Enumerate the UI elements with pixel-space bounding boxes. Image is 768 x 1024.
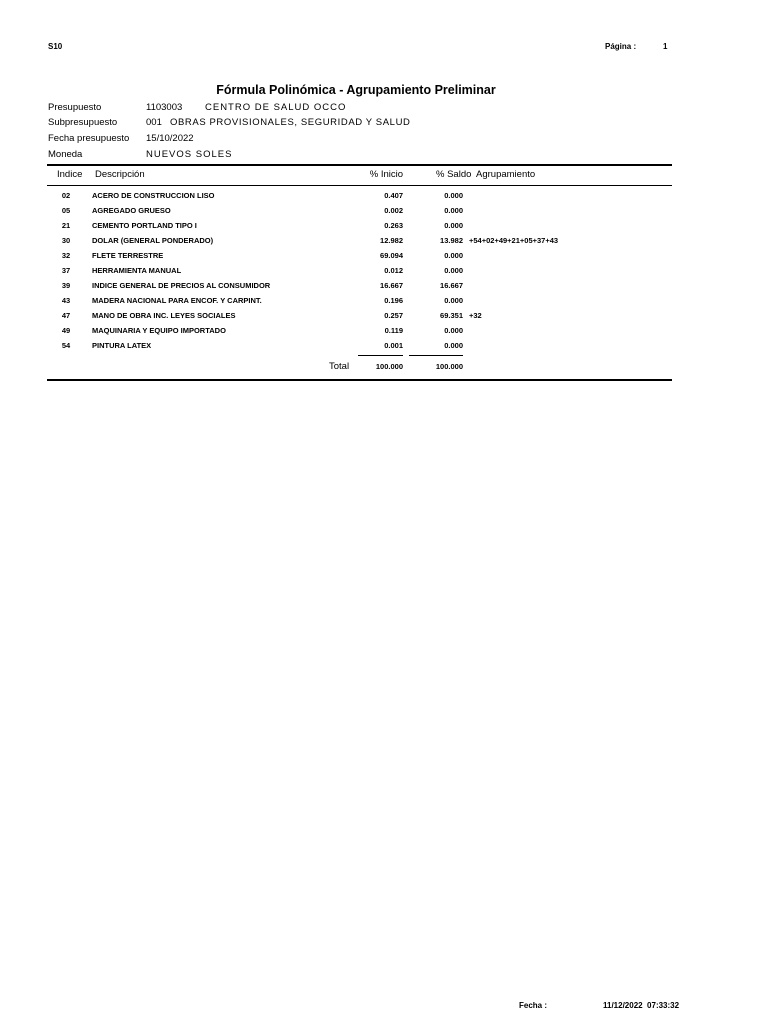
- table-row: [0, 236, 768, 250]
- presupuesto-label: Presupuesto: [48, 102, 102, 113]
- page-number: 1: [663, 42, 668, 51]
- row-indice: 47: [61, 311, 71, 320]
- row-saldo: 0.000: [444, 251, 463, 260]
- row-saldo: 16.667: [440, 281, 463, 290]
- row-saldo: 13.982: [440, 236, 463, 245]
- row-indice: 32: [61, 251, 71, 260]
- total-saldo-rule: [409, 355, 463, 356]
- fecha-presupuesto-value: 15/10/2022: [146, 133, 194, 144]
- row-indice: 05: [61, 206, 71, 215]
- row-saldo: 0.000: [444, 296, 463, 305]
- table-row: [0, 341, 768, 355]
- total-inicio-rule: [358, 355, 403, 356]
- table-top-rule: [47, 164, 672, 166]
- row-descripcion: MANO DE OBRA INC. LEYES SOCIALES: [92, 311, 236, 320]
- header-descripcion: Descripción: [95, 169, 145, 180]
- row-saldo: 0.000: [444, 341, 463, 350]
- row-descripcion: INDICE GENERAL DE PRECIOS AL CONSUMIDOR: [92, 281, 271, 290]
- row-descripcion: DOLAR (GENERAL PONDERADO): [92, 236, 214, 245]
- row-saldo: 69.351: [440, 311, 463, 320]
- row-inicio: 69.094: [380, 251, 403, 260]
- total-saldo: 100.000: [435, 362, 463, 371]
- row-descripcion: CEMENTO PORTLAND TIPO I: [92, 221, 197, 230]
- header-rule: [47, 185, 672, 186]
- row-descripcion: HERRAMIENTA MANUAL: [92, 266, 182, 275]
- row-indice: 30: [61, 236, 71, 245]
- table-row: [0, 191, 768, 205]
- row-inicio: 0.263: [384, 221, 403, 230]
- row-descripcion: PINTURA LATEX: [92, 341, 152, 350]
- row-inicio: 0.012: [384, 266, 403, 275]
- row-saldo: 0.000: [444, 221, 463, 230]
- header-inicio: % Inicio: [369, 169, 403, 180]
- total-inicio: 100.000: [375, 362, 403, 371]
- row-descripcion: ACERO DE CONSTRUCCION LISO: [92, 191, 215, 200]
- table-row: [0, 281, 768, 295]
- row-inicio: 0.119: [384, 326, 403, 335]
- row-indice: 37: [61, 266, 71, 275]
- row-inicio: 0.257: [384, 311, 403, 320]
- subpresupuesto-code: 001: [146, 117, 162, 128]
- row-indice: 02: [61, 191, 71, 200]
- row-inicio: 0.407: [384, 191, 403, 200]
- table-row: [0, 221, 768, 235]
- page-label: Página :: [605, 42, 637, 51]
- header-saldo: % Saldo: [436, 169, 472, 180]
- table-bottom-rule: [47, 379, 672, 381]
- table-row: [0, 206, 768, 220]
- footer-fecha-label: Fecha :: [519, 1001, 548, 1010]
- row-inicio: 0.196: [384, 296, 403, 305]
- table-row: [0, 326, 768, 340]
- table-row: [0, 311, 768, 325]
- fecha-presupuesto-label: Fecha presupuesto: [48, 133, 130, 144]
- row-inicio: 0.001: [384, 341, 403, 350]
- footer-fecha-value: 11/12/2022 07:33:32: [603, 1001, 680, 1010]
- presupuesto-code: 1103003: [146, 102, 183, 113]
- row-saldo: 0.000: [444, 266, 463, 275]
- row-indice: 21: [61, 221, 71, 230]
- table-row: [0, 251, 768, 265]
- moneda-value: NUEVOS SOLES: [146, 149, 233, 160]
- presupuesto-name: CENTRO DE SALUD OCCO: [205, 102, 347, 113]
- row-indice: 39: [61, 281, 71, 290]
- table-row: [0, 296, 768, 310]
- header-indice: Indice: [57, 169, 83, 180]
- row-saldo: 0.000: [444, 206, 463, 215]
- row-descripcion: MADERA NACIONAL PARA ENCOF. Y CARPINT.: [92, 296, 262, 305]
- report-title: Fórmula Polinómica - Agrupamiento Preliminar: [216, 83, 496, 97]
- row-indice: 49: [61, 326, 71, 335]
- row-agrupamiento: +32: [469, 311, 482, 320]
- report-code: S10: [48, 42, 63, 51]
- row-inicio: 0.002: [384, 206, 403, 215]
- row-descripcion: AGREGADO GRUESO: [92, 206, 171, 215]
- row-indice: 43: [61, 296, 71, 305]
- row-inicio: 12.982: [380, 236, 403, 245]
- table-row: [0, 266, 768, 280]
- subpresupuesto-label: Subpresupuesto: [48, 117, 118, 128]
- row-saldo: 0.000: [444, 326, 463, 335]
- row-agrupamiento: +54+02+49+21+05+37+43: [469, 236, 559, 245]
- moneda-label: Moneda: [48, 149, 83, 160]
- subpresupuesto-name: OBRAS PROVISIONALES, SEGURIDAD Y SALUD: [170, 117, 411, 128]
- row-indice: 54: [61, 341, 71, 350]
- row-saldo: 0.000: [444, 191, 463, 200]
- row-descripcion: FLETE TERRESTRE: [92, 251, 164, 260]
- header-agrupamiento: Agrupamiento: [476, 169, 536, 180]
- row-descripcion: MAQUINARIA Y EQUIPO IMPORTADO: [92, 326, 226, 335]
- row-inicio: 16.667: [380, 281, 403, 290]
- total-label: Total: [329, 361, 350, 372]
